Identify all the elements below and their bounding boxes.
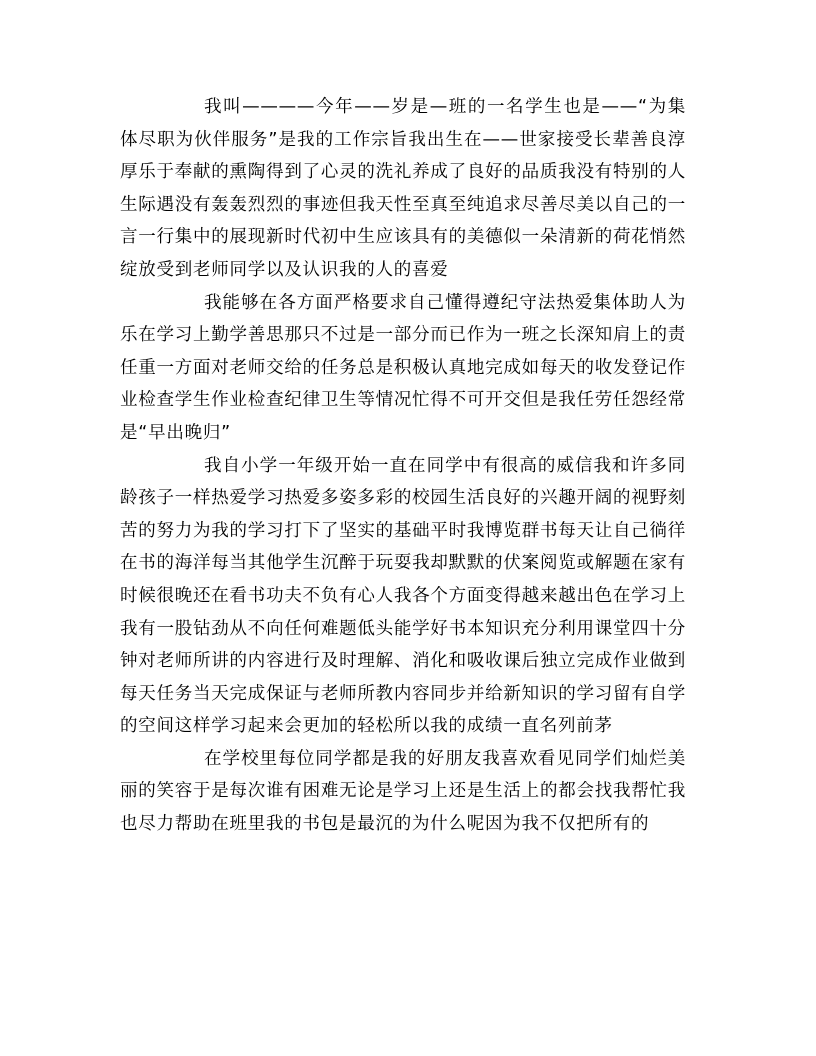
document-body bbox=[120, 91, 686, 841]
paragraph-introduction: 我叫————今年——岁是—班的一名学生也是——“为集体尽职为伙伴服务”是我的工作宗旨我出生在——世家接受长辈善良淳厚乐于奉献的熏陶得到了心灵的洗礼养成了良好的品质我没有特别的人生际遇没有轰轰烈烈的事迹但我天性至真至纯追求尽善尽美以自己的一言一行集中的展现新时代初中生应该具有的美德似一朵清新的荷花悄然绽放受到老师同学以及认识我的人的喜爱 bbox=[120, 97, 686, 280]
paragraph-friendship: 在学校里每位同学都是我的好朋友我喜欢看见同学们灿烂美丽的笑容于是每次谁有困难无论是学习上还是生活上的都会找我帮忙我也尽力帮助在班里我的书包是最沉的为什么呢因为我不仅把所有的 bbox=[120, 748, 686, 835]
paragraph-study: 我自小学一年级开始一直在同学中有很高的威信我和许多同龄孩子一样热爱学习热爱多姿多彩的校园生活良好的兴趣开阔的视野刻苦的努力为我的学习打下了坚实的基础平时我博览群书每天让自己徜徉在书的海洋每当其他学生沉醉于玩耍我却默默的伏案阅览或解题在家有时候很晚还在看书功夫不负有心人我各个方面变得越来越出色在学习上我有一股钻劲从不向任何难题低头能学好书本知识充分利用课堂四十分钟对老师所讲的内容进行及时理解、消化和吸收课后独立完成作业做到每天任务当天完成保证与老师所教内容同步并给新知识的学习留有自学的空间这样学习起来会更加的轻松所以我的成绩一直名列前茅 bbox=[120, 455, 686, 737]
paragraph-responsibility: 我能够在各方面严格要求自己懂得遵纪守法热爱集体助人为乐在学习上勤学善思那只不过是一部分而已作为一班之长深知肩上的责任重一方面对老师交给的任务总是积极认真地完成如每天的收发登记作业检查学生作业检查纪律卫生等情况忙得不可开交但是我任劳任怨经常是“早出晚归” bbox=[120, 292, 686, 443]
